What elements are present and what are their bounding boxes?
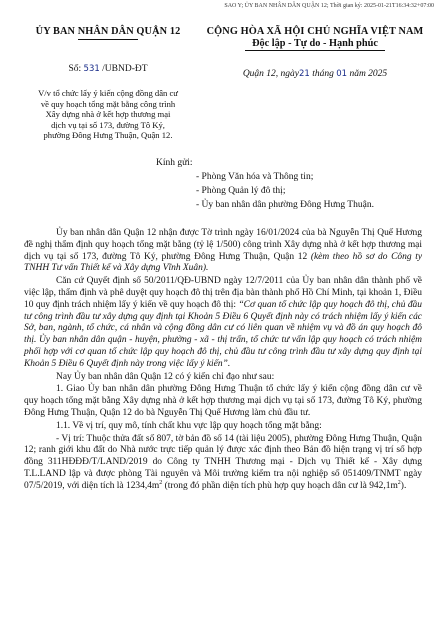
recipient-item: - Ủy ban nhân dân phường Đông Hưng Thuận. [196,200,374,210]
national-heading [196,26,434,79]
country-name: CỘNG HÒA XÃ HỘI CHỦ NGHĨA VIỆT NAM [206,26,424,37]
handwritten-number: 531 [83,64,100,74]
handwritten-month: 01 [336,69,348,79]
body-paragraph: 1.1. Về vị trí, quy mô, tính chất khu vực lập quy hoạch tổng mặt bằng: [56,420,322,431]
issuer-block [22,26,194,74]
body-paragraph: Nay Ủy ban nhân dân Quận 12 có ý kiến chỉ đạo như sau: [56,371,275,382]
body-paragraph: Căn cứ Quyết định số 50/2011/QĐ-UBND ngày 12/7/2011 của Ủy ban nhân dân thành phố về việc lập, thẩm định và phê duyệt quy hoạch đô thị trên địa bàn thành phố Hồ Chí Minh, tại khoản 1, Điều 10 quy định trách nhiệm lấy ý kiến về quy hoạch đô thị: “Cơ quan tổ chức lập quy hoạch đô thị, chủ đầu tư công trình đầu tư xây dựng quy định tại Khoản 5 Điều 6 Quyết định này có trách nhiệm lấy ý kiến các Sở, ban, ngành, tổ chức, cá nhân và cộng đồng dân cư có liên quan về nhiệm vụ và đồ án quy hoạch đô thị. Ủy ban nhân dân quận - huyện, phường - xã - thị trấn, tổ chức tư vấn lập quy hoạch có trách nhiệm phối hợp với cơ quan tổ chức lập quy hoạch đô thị, chủ đầu tư công trình đầu tư xây dựng quy định tại Khoản 5 Điều 6 Quyết định này trong việc lấy ý kiến”. [24,276,422,369]
national-motto: Độc lập - Tự do - Hạnh phúc [252,38,378,49]
body-paragraph: - Vị trí: Thuộc thửa đất số 807, tờ bản đồ số 14 (tài liệu 2005), phường Đông Hưng Thuận, Quận 12; ranh giới khu đất do Nhà nước trực tiếp quản lý được xác định theo Bản đồ hiện trạng vị trí số hợp đồng 311HĐĐĐ/T/LAND/2019 do Công ty TNHH Thương mại - Dịch vụ Thiết kế - Xây dựng T.L.LAND lập và được phòng Tài nguyên và Môi trường kiểm tra nội nghiệp số 051409/TNMT ngày 07/5/2019, với diện tích là $1234,4m^2$ (trong đó phần diện tích phù hợp quy hoạch dân cư là $942,1m^2$). [24,433,422,491]
quoted-regulation: “Cơ quan tổ chức lập quy hoạch đô thị, chủ đầu tư công trình đầu tư xây dựng quy định tại Khoản 5 Điều 6 Quyết định này có trách nhiệm lấy ý kiến các Sở, ban, ngành, tổ chức, cá nhân và cộng đồng dân cư có liên quan về nhiệm vụ và đồ án quy hoạch đô thị. Ủy ban nhân dân quận - huyện, phường - xã - thị trấn, tổ chức tư vấn lập quy hoạch có trách nhiệm phối hợp với cơ quan tổ chức lập quy hoạch đô thị, chủ đầu tư công trình đầu tư xây dựng quy định tại Khoản 5 Điều 6 Quyết định này trong việc lấy ý kiến”. [24,299,422,369]
document-body [24,228,422,494]
subject-line: Xây dựng nhà ở kết hợp thương mại [45,109,171,120]
place-date: Quận 12, ngày21 tháng 01 năm 2025 [242,69,388,79]
body-paragraph: 1. Giao Ủy ban nhân dân phường Đông Hưng Thuận tổ chức lấy ý kiến cộng đồng dân cư về quy hoạch tổng mặt bằng Xây dựng nhà ở kết hợp thương mại dịch vụ tại số 173, đường Tô Ký, phường Đông Hưng Thuận, Quận 12 do bà Nguyễn Thị Quế Hương làm chủ đầu tư. [24,384,422,418]
signature-stamp-line: SAO Y; ỦY BAN NHÂN DÂN QUẬN 12; Thời gian ký: 2025-01-21T16:34:32+07:00 [224,3,434,9]
issuer-name: ỦY BAN NHÂN DÂN QUẬN 12 [35,26,181,37]
document-subject [22,88,194,141]
handwritten-day: 21 [299,69,310,79]
body-paragraph: Ủy ban nhân dân Quận 12 nhận được Tờ trình ngày 16/01/2024 của bà Nguyễn Thị Quế Hương đề nghị thẩm định quy hoạch tổng mặt bằng (tỷ lệ 1/500) công trình Xây dựng nhà ở kết hợp thương mại dịch vụ tại số 173, đường Tô Ký, phường Đông Hưng Thuận, Quận 12 (kèm theo hồ sơ do Công ty TNHH Tư vấn Thiết kế và Xây dựng Vĩnh Xuân). [24,228,423,274]
recipient-item: - Phòng Văn hóa và Thông tin; [196,172,314,182]
issuer-underline [78,39,138,40]
subject-line: phường Đông Hưng Thuận, Quận 12. [43,130,173,141]
subject-line: V/v tổ chức lấy ý kiến cộng đồng dân cư [38,88,178,98]
motto-underline [245,50,385,51]
subject-line: về quy hoạch tổng mặt bằng công trình [40,98,176,109]
greeting-label: Kính gửi: [156,158,193,168]
document-number: Số: 531 /UBND-ĐT [68,64,148,74]
recipient-item: - Phòng Quản lý đô thị; [196,186,286,196]
subject-line: dịch vụ tại số 173, đường Tô Ký, [51,119,165,130]
